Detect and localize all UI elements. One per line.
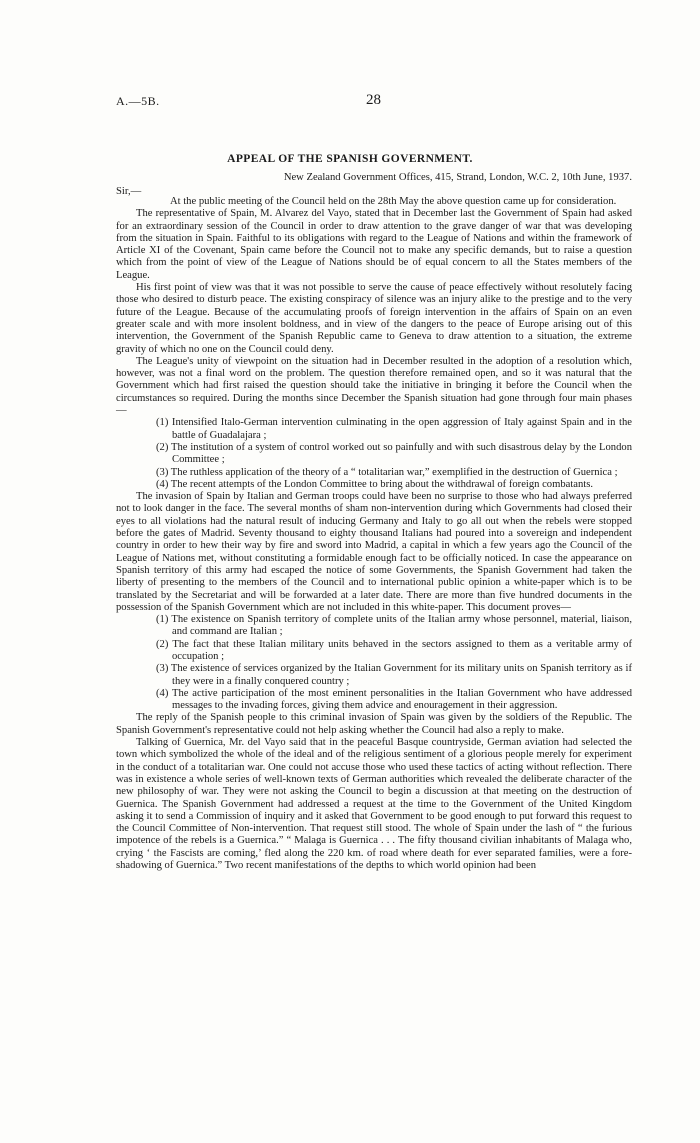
salutation: Sir,— [116, 186, 142, 197]
page-number: 28 [366, 92, 381, 108]
paragraph: At the public meeting of the Council held on the 28th May the above question came up for consideration. [170, 196, 617, 207]
paragraph: The representative of Spain, M. Alvarez del Vayo, stated that in December last the Government of Spain had asked for an extraordinary session of the Council in order to draw attention to the grave danger of war that was developing from the situation in Spain. Faithful to its obligations with regard to the League of Nations and within the framework of Article XI of the Covenant, Spain came before the Council not to make any specific demands, but to raise a question which from the point of view of the League of Nations should be of equal concern to all the States members of the League. [116, 208, 632, 281]
sender-address: New Zealand Government Offices, 415, Strand, London, W.C. 2, 10th June, 1937. [283, 172, 632, 183]
list-item: (2) The institution of a system of control worked out so painfully and with such disastrous delay by the London Committee ; [156, 441, 632, 466]
list-item: (4) The active participation of the most eminent personalities in the Italian Government who have addressed messages to the invading forces, giving them advice and enouragement in their aggression. [156, 687, 632, 712]
paragraph: The reply of the Spanish people to this criminal invasion of Spain was given by the soldiers of the Republic. The Spanish Government's representative could not help asking whether the Council had also a reply to make. [116, 712, 632, 736]
list-item: (2) The fact that these Italian military units behaved in the sectors assigned to them as a veritable army of occupation ; [156, 638, 632, 662]
list-item: (1) The existence on Spanish territory of complete units of the Italian army whose personnel, material, liaison, and command are Italian ; [156, 614, 632, 638]
phases-list [116, 417, 632, 491]
document-body [116, 196, 632, 872]
paragraph: Talking of Guernica, Mr. del Vayo said that in the peaceful Basque countryside, German aviation had selected the town which symbolized the whole of the ideal and of the religious sentiment of a glorious people merely for experiment in the conduct of a totalitarian war. One could not accuse those who used these tactics of acting without reflection. There was in existence a whole series of well-known texts of German authorities which revealed the deliberate character of the new philosophy of war. They were not asking the Council to begin a discussion at that meeting on the destruction of Guernica. The Spanish Government had addressed a request at the time to the Government of the United Kingdom asking it to send a Commission of inquiry and it asked that Government to be good enough to put forward this request to the Council Committee of Non-intervention. That request still stood. The whole of Spain under the lash of “ the furious impotence of the rebels is a Guernica.” “ Malaga is Guernica . . . The fifty thousand civilian inhabitants of Malaga who, crying ‘ the Fascists are coming,’ fled along the 220 km. of road where death for ever separated families, were a fore-shadowing of Guernica.” Two recent manifestations of the depths to which world opinion had been [116, 737, 632, 872]
paragraph: His first point of view was that it was not possible to serve the cause of peace effectively without resolutely facing those who desired to disturb peace. The existing conspiracy of silence was an injury alike to the prestige and to the very future of the League. Because of the accumulating proofs of foreign intervention in the affairs of Spain on an even greater scale and with more insolent boldness, and in view of the dangers to the peace of Europe arising out of this intervention, the Government of the Spanish Republic came to Geneva to draw attention to a situation, the extreme gravity of which no one on the Council could deny. [116, 282, 632, 355]
list-item: (4) The recent attempts of the London Committee to bring about the withdrawal of foreign combatants. [156, 478, 593, 490]
list-item: (3) The existence of services organized by the Italian Government for its military units on Spanish territory as if they were in a finally conquered country ; [156, 663, 632, 687]
paragraph: The League's unity of viewpoint on the situation had in December resulted in the adoption of a resolution which, however, was not a final word on the problem. The question therefore remained open, and so it was natural that the Government which had first raised the question should take the initiative in bringing it before the Council when the circumstances so required. During the months since December the Spanish situation had gone through four main phases— [116, 355, 632, 417]
list-item: (3) The ruthless application of the theory of a “ totalitarian war,” exemplified in the destruction of Guernica ; [156, 466, 618, 478]
list-item: (1) Intensified Italo-German intervention culminating in the open aggression of Italy against Spain and in the battle of Guadalajara ; [156, 417, 632, 441]
proofs-list [116, 614, 632, 712]
page-title: APPEAL OF THE SPANISH GOVERNMENT. [227, 153, 473, 165]
paragraph: The invasion of Spain by Italian and German troops could have been no surprise to those who had always preferred not to look danger in the face. The several months of sham non-intervention during which Governments had closed their eyes to all violations had the natural result of inducing Germany and Italy to go all out when the rebels were stopped before the gates of Madrid. Seventy thousand to eighty thousand Italians had poured into a sovereign and independent country in order to hew their way by fire and sword into Madrid, a capital in which a few years ago the Council of the League of Nations met, without constituting a formidable enough fact to be officially noticed. In case the appearance on Spanish territory of this army had escaped the notice of some Governments, the Spanish Government had taken the liberty of presenting to the members of the Council and to international public opinion a white-paper which is to be translated by the Secretariat and will be forwarded at a later date. There are more than five hundred documents in the possession of the Spanish Government which are not included in this white-paper. This document proves— [116, 491, 632, 613]
document-reference: A.—5B. [116, 94, 160, 108]
